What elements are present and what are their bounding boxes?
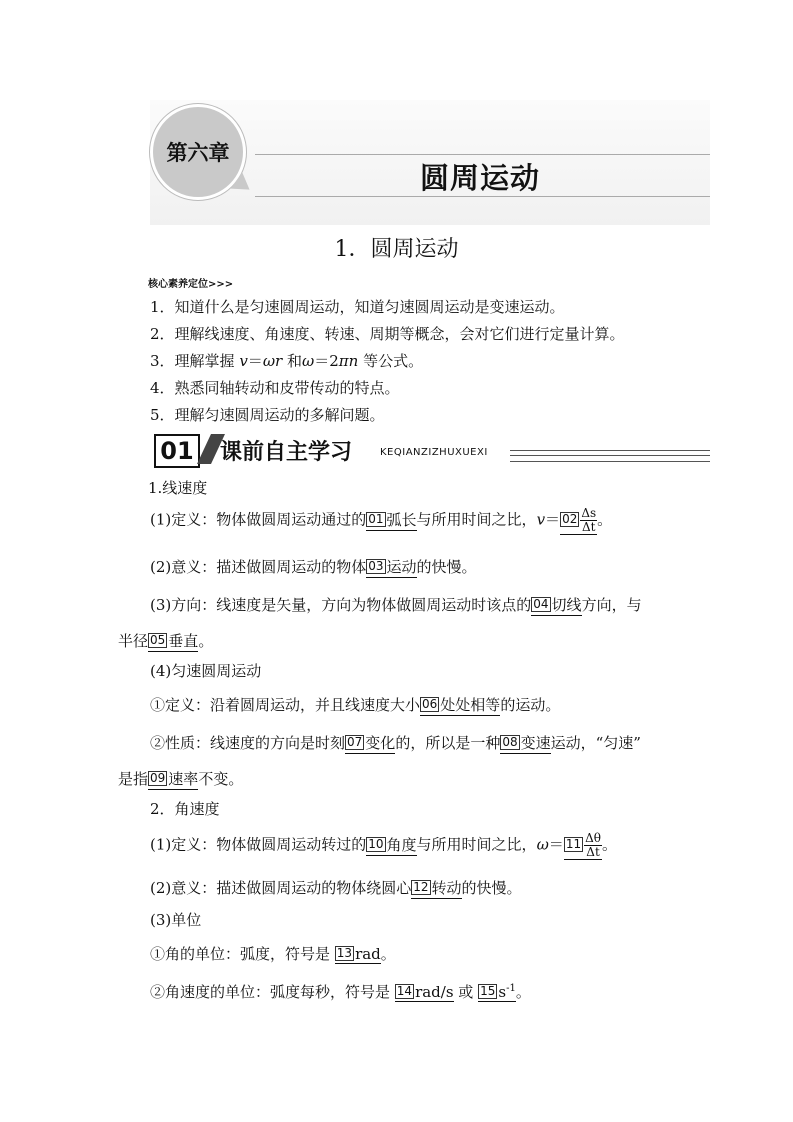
chapter-title: 圆周运动: [420, 161, 541, 195]
blank-number: 12: [413, 880, 429, 894]
uniform-property: ②性质：线速度的方向是时刻 07 变化的，所以是一种 08 变速运动，“匀速”: [150, 734, 641, 752]
core-literacy-label: 核心素养定位>>>: [148, 279, 234, 290]
linear-speed-direction: (3)方向：线速度是矢量，方向为物体做圆周运动时该点的 04 切线方向，与: [150, 596, 642, 614]
blank-number: 04: [533, 597, 549, 611]
angular-speed-heading: 2．角速度: [150, 800, 220, 818]
angular-speed-meaning: (2)意义：描述做圆周运动的物体绕圆心 12 转动的快慢。: [150, 879, 522, 897]
blank-number: 03: [368, 559, 384, 573]
goal-2: 2．理解线速度、角速度、转速、周期等概念，会对它们进行定量计算。: [150, 325, 625, 343]
blank-number: 08: [502, 735, 518, 749]
goal-4: 4．熟悉同轴转动和皮带传动的特点。: [150, 379, 400, 397]
linear-speed-definition: (1)定义：物体做圆周运动通过的 01 弧长与所用时间之比，v＝ 02 $\frac{\Delta s}{\Delta t}$ 。: [150, 506, 613, 534]
goal-5: 5．理解匀速圆周运动的多解问题。: [150, 406, 385, 424]
uniform-definition: ①定义：沿着圆周运动，并且线速度大小 06 处处相等的运动。: [150, 696, 561, 714]
blank-number: 02: [562, 511, 578, 526]
bar-decor-lines: [510, 450, 710, 462]
blank-number: 06: [422, 697, 438, 711]
blank-number: 11: [565, 836, 582, 851]
blank-number: 10: [368, 836, 384, 851]
uniform-property-cont: 是指 09 速率不变。: [118, 770, 244, 788]
blank-number: 01: [368, 511, 384, 526]
linear-speed-heading: 1.线速度: [148, 479, 208, 497]
fraction: $\frac{\Delta s}{\Delta t}$: [581, 506, 597, 534]
section-number: 01: [154, 434, 200, 468]
uniform-circular-heading: (4)匀速圆周运动: [150, 662, 262, 680]
section-title: 1．圆周运动: [334, 237, 459, 262]
angular-speed-definition: (1)定义：物体做圆周运动转过的 10 角度与所用时间之比，ω＝ 11 $\frac{\Delta\theta}{\Delta t}$ 。: [150, 831, 617, 859]
angle-unit: ①角的单位：弧度，符号是 13 rad。: [150, 945, 396, 963]
study-title: 课前自主学习: [220, 440, 353, 465]
chapter-badge: [150, 104, 246, 200]
unit-heading: (3)单位: [150, 911, 202, 929]
blank-number: 14: [396, 984, 413, 998]
chapter-badge-label: 第六章: [166, 141, 230, 165]
linear-speed-direction-cont: 半径 05 垂直。: [118, 632, 214, 650]
blank-number: 07: [347, 735, 363, 749]
blank-number: 15: [480, 984, 496, 998]
banner-rule-top: [255, 154, 710, 155]
study-subtitle: KEQIANZIZHUXUEXI: [380, 447, 488, 458]
fraction: $\frac{\Delta\theta}{\Delta t}$: [585, 831, 601, 859]
blank-number: 09: [150, 771, 166, 785]
blank-number: 13: [336, 946, 353, 960]
linear-speed-meaning: (2)意义：描述做圆周运动的物体 03 运动的快慢。: [150, 558, 477, 576]
angular-speed-unit: ②角速度的单位：弧度每秒，符号是 14 rad/s 或 15 $s^{-1}$。: [150, 983, 531, 1001]
blank-number: 05: [150, 633, 166, 647]
goal-3: 3．理解掌握 v＝ωr 和ω＝2πn 等公式。: [150, 352, 424, 370]
goal-1: 1．知道什么是匀速圆周运动，知道匀速圆周运动是变速运动。: [150, 298, 565, 316]
study-section-bar: [150, 432, 710, 466]
